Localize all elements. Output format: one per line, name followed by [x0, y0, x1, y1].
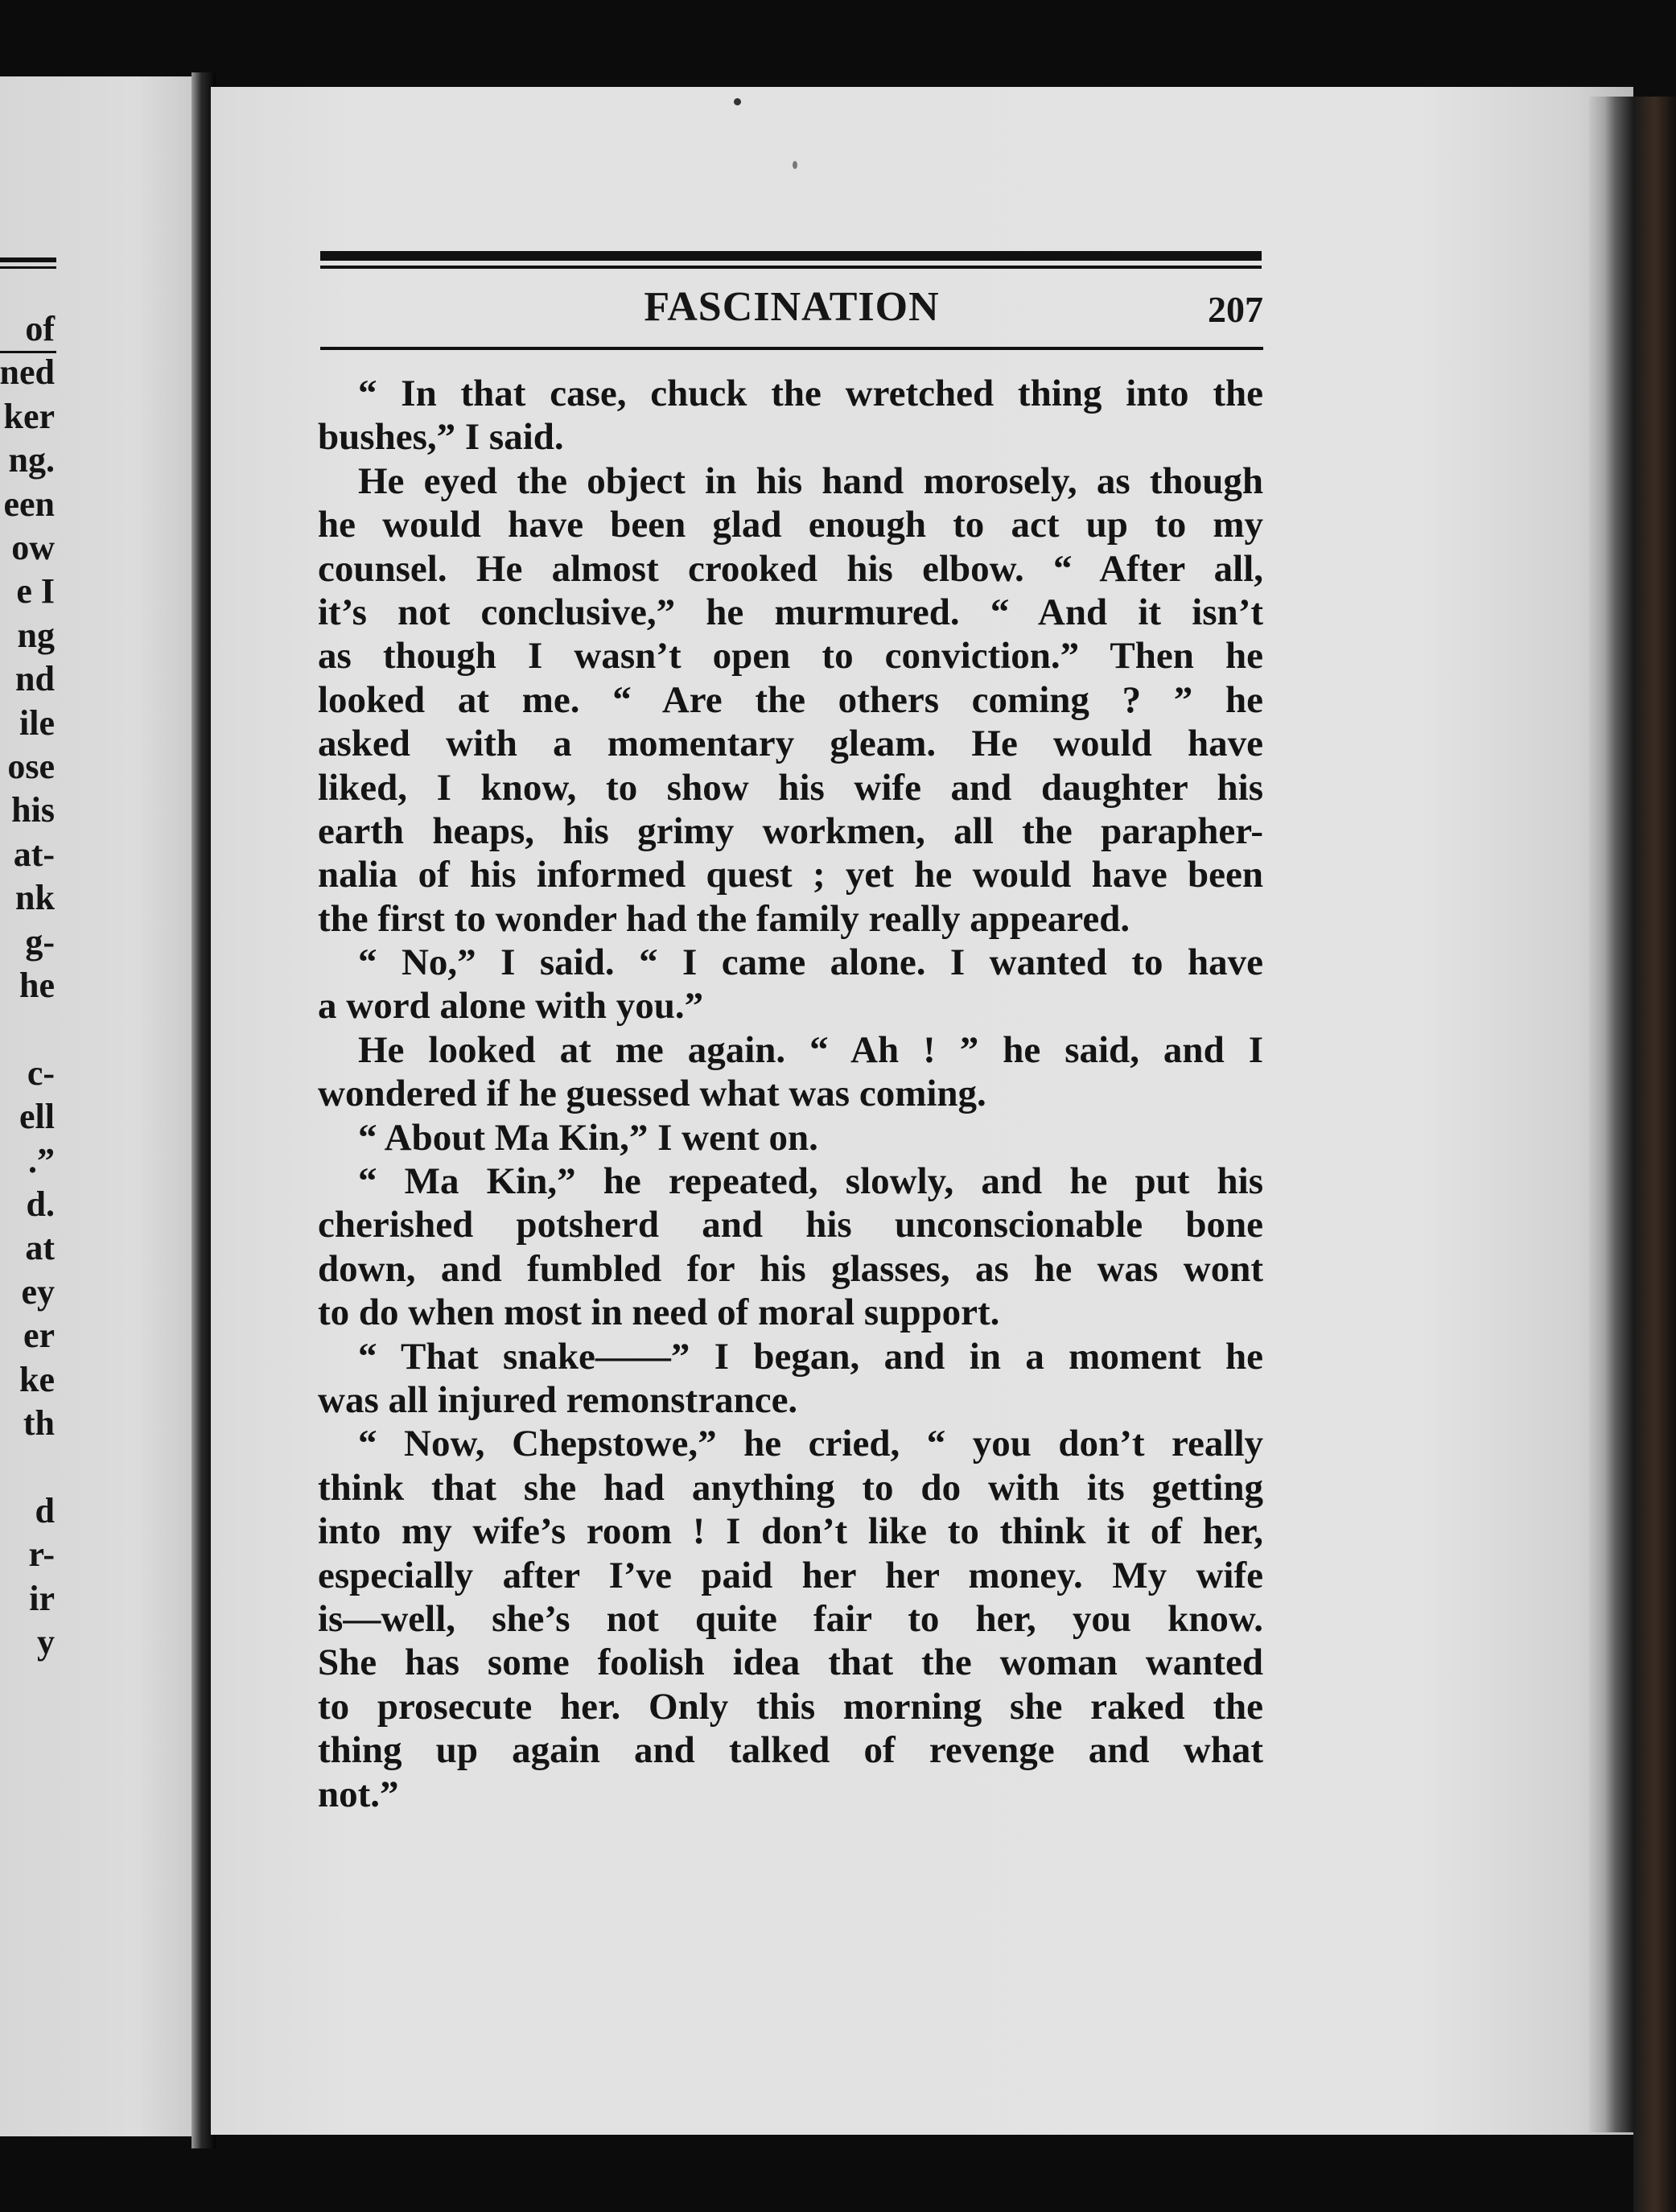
- page-speck: [793, 161, 797, 169]
- text-line: to prosecute her. Only this morning she raked the: [318, 1685, 1263, 1728]
- text-line: He eyed the object in his hand morosely, as though: [358, 459, 1263, 502]
- text-line: counsel. He almost crooked his elbow. “ After all,: [318, 547, 1263, 590]
- left-page-rule: [0, 266, 56, 269]
- previous-page-line-ending: er: [23, 1316, 55, 1356]
- previous-page-line-ending: ow: [11, 528, 55, 567]
- text-line: thing up again and talked of revenge and what: [318, 1729, 1263, 1772]
- previous-page-line-ending: of: [25, 309, 55, 348]
- previous-page-line-ending: ile: [19, 702, 55, 743]
- previous-page-line-ending: ell: [19, 1097, 55, 1137]
- text-line: “ Ma Kin,” he repeated, slowly, and he put his: [358, 1160, 1263, 1203]
- text-line: asked with a momentary gleam. He would have: [318, 723, 1263, 765]
- previous-page-line-ending: his: [11, 790, 55, 830]
- text-line: into my wife’s room ! I don’t like to think it of her,: [318, 1510, 1263, 1553]
- text-line: it’s not conclusive,” he murmured. “ And it isn’t: [318, 591, 1263, 633]
- text-line: a word alone with you.”: [318, 985, 704, 1028]
- text-line: looked at me. “ Are the others coming ? ” he: [318, 678, 1263, 721]
- previous-page-line-ending: d: [35, 1490, 55, 1530]
- left-page-rule: [0, 257, 56, 262]
- previous-page-fragment: [0, 76, 197, 2136]
- previous-page-line-ending: ng.: [8, 440, 55, 480]
- text-line: especially after I’ve paid her her money. My wife: [318, 1554, 1263, 1596]
- text-line: wondered if he guessed what was coming.: [318, 1073, 986, 1115]
- header-rule-thin: [320, 266, 1262, 269]
- previous-page-line-ending: nk: [15, 878, 55, 918]
- book-edge: [1633, 97, 1676, 2212]
- previous-page-line-ending: r-: [28, 1534, 55, 1575]
- previous-page-line-ending: at: [25, 1228, 55, 1268]
- previous-page-line-ending: he: [19, 966, 55, 1005]
- previous-page-line-ending: e I: [16, 571, 55, 612]
- page-speck: [734, 98, 741, 105]
- header-rule-thick: [320, 251, 1262, 261]
- previous-page-line-ending: d.: [26, 1184, 55, 1224]
- previous-page-line-ending: .”: [28, 1140, 55, 1180]
- text-line: “ In that case, chuck the wretched thing into the: [358, 373, 1263, 414]
- text-line: the first to wonder had the family really appeared.: [318, 897, 1130, 940]
- text-line: down, and fumbled for his glasses, as he was wont: [318, 1247, 1263, 1290]
- previous-page-line-ending: th: [23, 1403, 55, 1443]
- text-line: earth heaps, his grimy workmen, all the parapher-: [318, 809, 1263, 852]
- text-line: he would have been glad enough to act up to my: [318, 504, 1263, 546]
- previous-page-line-ending: ey: [21, 1271, 55, 1312]
- previous-page-line-ending: at-: [13, 834, 55, 874]
- previous-page-line-ending: c-: [27, 1052, 55, 1093]
- text-line: “ No,” I said. “ I came alone. I wanted to have: [358, 941, 1263, 984]
- previous-page-line-ending: ke: [19, 1359, 55, 1399]
- text-line: liked, I know, to show his wife and daughter his: [318, 766, 1263, 809]
- text-line: not.”: [318, 1773, 399, 1815]
- text-line: nalia of his informed quest ; yet he would have been: [318, 854, 1263, 896]
- text-line: “ Now, Chepstowe,” he cried, “ you don’t really: [358, 1423, 1263, 1465]
- header-rule-under: [320, 347, 1263, 350]
- text-line: She has some foolish idea that the woman wanted: [318, 1641, 1263, 1684]
- text-line: was all injured remonstrance.: [318, 1378, 798, 1421]
- body-text: [318, 372, 1263, 1816]
- page-number: 207: [1208, 289, 1263, 330]
- text-line: “ About Ma Kin,” I went on.: [358, 1116, 818, 1159]
- page-edge-shadow: [1589, 97, 1633, 2132]
- previous-page-line-ending: g-: [25, 921, 55, 962]
- previous-page-line-ending: een: [3, 484, 55, 524]
- text-line: to do when most in need of moral support.: [318, 1291, 1000, 1334]
- running-head: [320, 283, 1263, 340]
- text-line: “ That snake——” I began, and in a moment he: [358, 1335, 1263, 1378]
- text-line: as though I wasn’t open to conviction.” Then he: [318, 635, 1263, 678]
- previous-page-line-ending: y: [37, 1622, 55, 1662]
- previous-page-line-ending: ose: [7, 747, 55, 786]
- previous-page-line-ending: ker: [3, 396, 55, 436]
- previous-page-line-ending: ng: [17, 615, 55, 655]
- text-line: is—well, she’s not quite fair to her, you know.: [318, 1597, 1263, 1640]
- text-line: think that she had anything to do with its getting: [318, 1466, 1263, 1509]
- text-line: He looked at me again. “ Ah ! ” he said, and I: [358, 1028, 1263, 1071]
- running-title: FASCINATION: [644, 284, 940, 330]
- previous-page-line-ending: nd: [15, 659, 55, 699]
- previous-page-line-ending: ir: [29, 1578, 55, 1618]
- text-line: cherished potsherd and his unconscionable bone: [318, 1204, 1263, 1246]
- previous-page-line-ending: ned: [0, 352, 55, 393]
- text-line: bushes,” I said.: [318, 416, 564, 459]
